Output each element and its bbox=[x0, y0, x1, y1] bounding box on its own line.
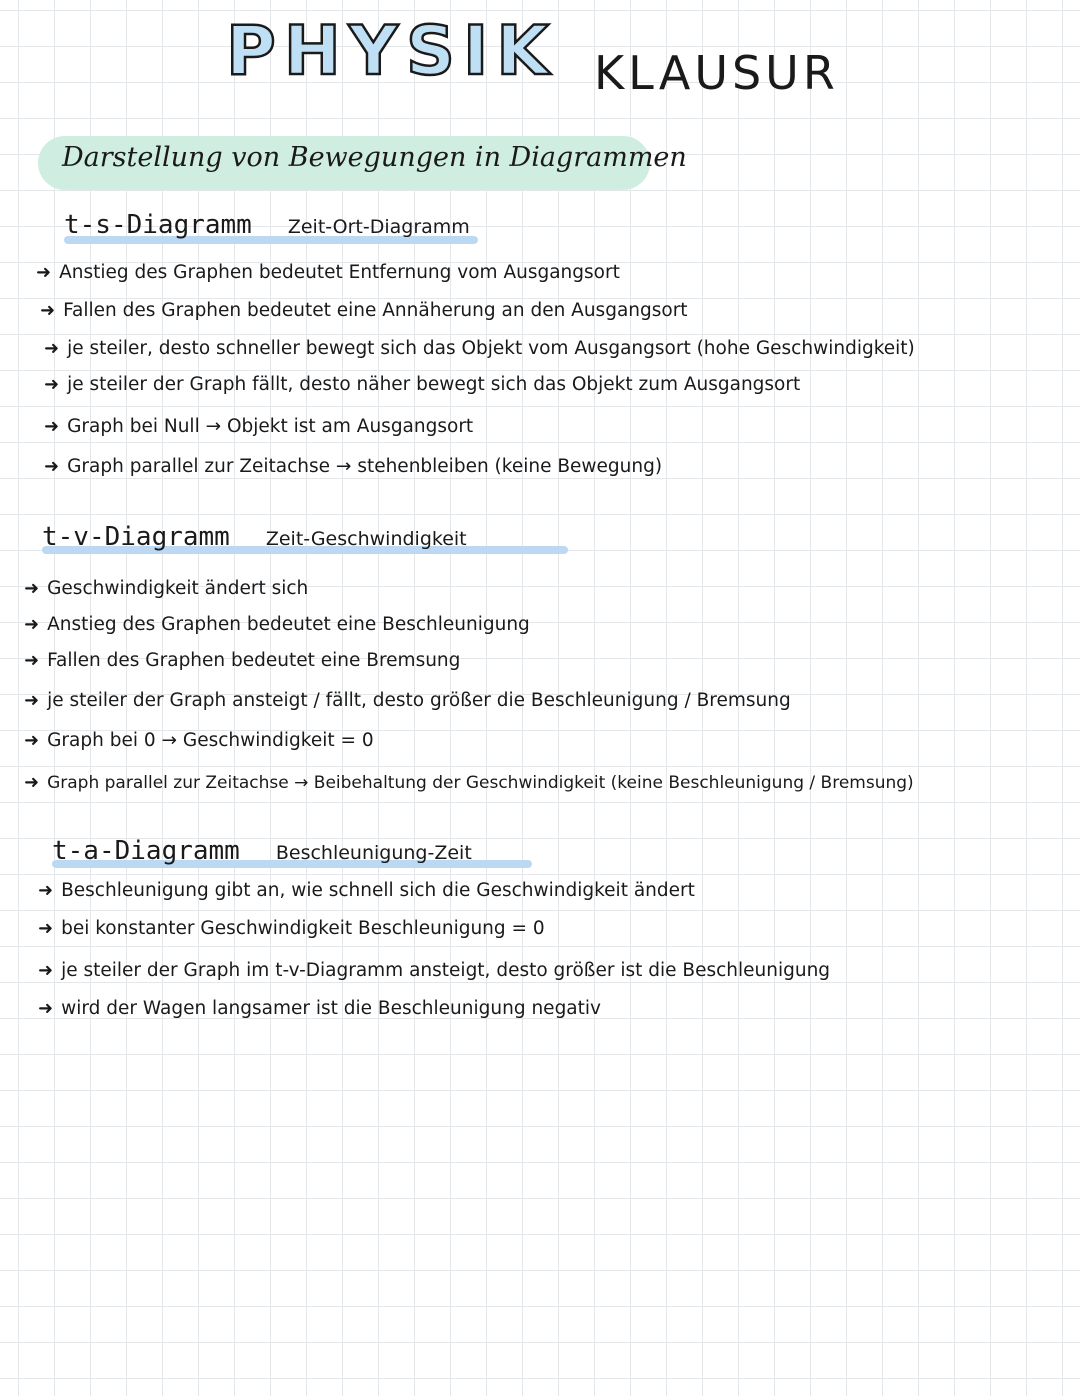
arrow-right-icon: ➜ bbox=[24, 690, 40, 711]
arrow-right-icon: ➜ bbox=[24, 730, 40, 751]
section-heading-tv bbox=[42, 522, 467, 552]
list-item: ➜ Graph parallel zur Zeitachse → Beibehaltung der Geschwindigkeit (keine Beschleunigung / Bremsung) bbox=[24, 772, 914, 793]
list-item: ➜ je steiler der Graph ansteigt / fällt, desto größer die Beschleunigung / Bremsung bbox=[24, 690, 791, 711]
list-item: ➜ Beschleunigung gibt an, wie schnell sich die Geschwindigkeit ändert bbox=[38, 880, 695, 901]
list-item: ➜ bei konstanter Geschwindigkeit Beschleunigung = 0 bbox=[38, 918, 545, 939]
arrow-right-icon: ➜ bbox=[38, 998, 54, 1019]
section-name: t-a-Diagramm bbox=[52, 836, 240, 866]
list-item: ➜ Anstieg des Graphen bedeutet Entfernung vom Ausgangsort bbox=[36, 262, 620, 283]
arrow-right-icon: ➜ bbox=[44, 416, 60, 437]
arrow-right-icon: ➜ bbox=[38, 960, 54, 981]
arrow-right-icon: ➜ bbox=[38, 880, 54, 901]
section-subtitle: Beschleunigung-Zeit bbox=[275, 842, 472, 864]
arrow-right-icon: ➜ bbox=[44, 374, 60, 395]
list-item: ➜ Fallen des Graphen bedeutet eine Bremsung bbox=[24, 650, 461, 671]
page-subtitle: KLAUSUR bbox=[594, 46, 839, 100]
section-subtitle: Zeit-Geschwindigkeit bbox=[265, 528, 467, 550]
topic-heading: Darstellung von Bewegungen in Diagrammen bbox=[62, 142, 687, 173]
arrow-right-icon: ➜ bbox=[40, 300, 56, 321]
arrow-right-icon: ➜ bbox=[24, 614, 40, 635]
list-item: ➜ Graph parallel zur Zeitachse → stehenbleiben (keine Bewegung) bbox=[44, 456, 663, 477]
section-heading-ta bbox=[52, 836, 472, 866]
list-item: ➜ Graph bei Null → Objekt ist am Ausgangsort bbox=[44, 416, 474, 437]
list-item: ➜ Fallen des Graphen bedeutet eine Annäherung an den Ausgangsort bbox=[40, 300, 688, 321]
list-item: ➜ je steiler der Graph im t-v-Diagramm ansteigt, desto größer ist die Beschleunigung bbox=[38, 960, 831, 981]
list-item: ➜ Geschwindigkeit ändert sich bbox=[24, 578, 309, 599]
list-item: ➜ je steiler der Graph fällt, desto näher bewegt sich das Objekt zum Ausgangsort bbox=[44, 374, 801, 395]
section-heading-ts bbox=[64, 210, 470, 240]
list-item: ➜ Graph bei 0 → Geschwindigkeit = 0 bbox=[24, 730, 374, 751]
list-item: ➜ Anstieg des Graphen bedeutet eine Beschleunigung bbox=[24, 614, 530, 635]
arrow-right-icon: ➜ bbox=[44, 338, 60, 359]
arrow-right-icon: ➜ bbox=[38, 918, 54, 939]
arrow-right-icon: ➜ bbox=[24, 772, 40, 793]
list-item: ➜ je steiler, desto schneller bewegt sich das Objekt vom Ausgangsort (hohe Geschwindigkeit) bbox=[44, 338, 915, 359]
list-item: ➜ wird der Wagen langsamer ist die Beschleunigung negativ bbox=[38, 998, 601, 1019]
section-name: t-s-Diagramm bbox=[64, 210, 252, 240]
arrow-right-icon: ➜ bbox=[36, 262, 52, 283]
arrow-right-icon: ➜ bbox=[24, 650, 40, 671]
arrow-right-icon: ➜ bbox=[44, 456, 60, 477]
arrow-right-icon: ➜ bbox=[24, 578, 40, 599]
section-subtitle: Zeit-Ort-Diagramm bbox=[287, 216, 470, 238]
page-title: PHYSIK bbox=[226, 12, 557, 91]
section-name: t-v-Diagramm bbox=[42, 522, 230, 552]
